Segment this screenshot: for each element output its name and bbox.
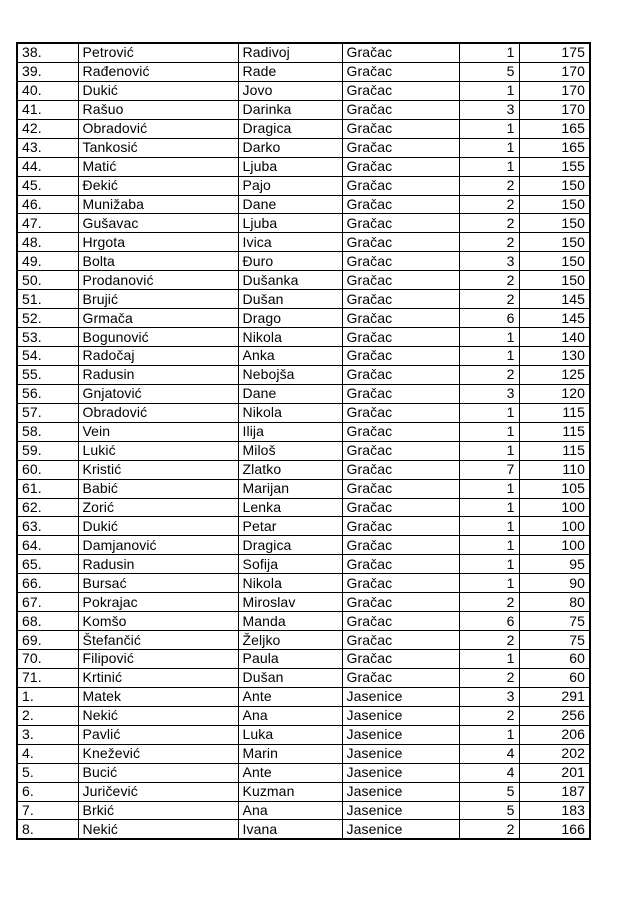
- cell-count: 5: [459, 782, 519, 801]
- cell-firstname: Ljuba: [238, 214, 342, 233]
- cell-value: 115: [519, 403, 590, 422]
- cell-value: 145: [519, 290, 590, 309]
- cell-rownum: 71.: [17, 668, 78, 687]
- table-row: [17, 498, 590, 517]
- cell-place: Gračac: [342, 176, 459, 195]
- cell-surname: Brujić: [78, 290, 238, 309]
- cell-value: 90: [519, 574, 590, 593]
- cell-count: 3: [459, 100, 519, 119]
- cell-firstname: Miloš: [238, 441, 342, 460]
- cell-place: Gračac: [342, 271, 459, 290]
- cell-rownum: 66.: [17, 574, 78, 593]
- cell-place: Gračac: [342, 612, 459, 631]
- cell-firstname: Ante: [238, 687, 342, 706]
- cell-place: Gračac: [342, 81, 459, 100]
- cell-firstname: Đuro: [238, 252, 342, 271]
- cell-rownum: 67.: [17, 593, 78, 612]
- cell-count: 2: [459, 706, 519, 725]
- cell-firstname: Paula: [238, 650, 342, 669]
- cell-count: 1: [459, 347, 519, 366]
- cell-surname: Nekić: [78, 820, 238, 839]
- cell-count: 2: [459, 290, 519, 309]
- cell-value: 170: [519, 62, 590, 81]
- cell-firstname: Darinka: [238, 100, 342, 119]
- cell-rownum: 68.: [17, 612, 78, 631]
- cell-rownum: 7.: [17, 801, 78, 820]
- table-row: [17, 706, 590, 725]
- cell-place: Jasenice: [342, 725, 459, 744]
- table-row: [17, 81, 590, 100]
- cell-rownum: 3.: [17, 725, 78, 744]
- cell-firstname: Željko: [238, 631, 342, 650]
- cell-place: Jasenice: [342, 763, 459, 782]
- cell-count: 2: [459, 176, 519, 195]
- cell-firstname: Dušan: [238, 668, 342, 687]
- cell-rownum: 61.: [17, 479, 78, 498]
- table-row: [17, 782, 590, 801]
- cell-place: Jasenice: [342, 820, 459, 839]
- cell-rownum: 4.: [17, 744, 78, 763]
- cell-place: Gračac: [342, 252, 459, 271]
- cell-count: 6: [459, 612, 519, 631]
- cell-firstname: Nikola: [238, 403, 342, 422]
- cell-firstname: Ilija: [238, 422, 342, 441]
- cell-count: 2: [459, 820, 519, 839]
- table-row: [17, 233, 590, 252]
- cell-count: 5: [459, 62, 519, 81]
- cell-surname: Prodanović: [78, 271, 238, 290]
- cell-rownum: 53.: [17, 328, 78, 347]
- cell-value: 150: [519, 271, 590, 290]
- table-row: [17, 365, 590, 384]
- cell-count: 1: [459, 650, 519, 669]
- cell-count: 1: [459, 725, 519, 744]
- cell-count: 1: [459, 119, 519, 138]
- cell-value: 291: [519, 687, 590, 706]
- cell-surname: Dukić: [78, 81, 238, 100]
- table-row: [17, 328, 590, 347]
- cell-place: Jasenice: [342, 687, 459, 706]
- cell-place: Gračac: [342, 309, 459, 328]
- cell-count: 1: [459, 517, 519, 536]
- cell-place: Gračac: [342, 384, 459, 403]
- cell-value: 95: [519, 555, 590, 574]
- cell-place: Gračac: [342, 233, 459, 252]
- cell-surname: Bolta: [78, 252, 238, 271]
- cell-count: 1: [459, 498, 519, 517]
- cell-rownum: 1.: [17, 687, 78, 706]
- cell-firstname: Marin: [238, 744, 342, 763]
- cell-firstname: Zlatko: [238, 460, 342, 479]
- cell-surname: Knežević: [78, 744, 238, 763]
- cell-surname: Pavlić: [78, 725, 238, 744]
- cell-value: 183: [519, 801, 590, 820]
- table-row: [17, 801, 590, 820]
- cell-count: 7: [459, 460, 519, 479]
- cell-count: 1: [459, 403, 519, 422]
- cell-surname: Nekić: [78, 706, 238, 725]
- cell-place: Gračac: [342, 517, 459, 536]
- cell-value: 105: [519, 479, 590, 498]
- cell-place: Gračac: [342, 290, 459, 309]
- cell-rownum: 45.: [17, 176, 78, 195]
- cell-value: 165: [519, 119, 590, 138]
- cell-place: Gračac: [342, 214, 459, 233]
- cell-count: 4: [459, 744, 519, 763]
- cell-rownum: 5.: [17, 763, 78, 782]
- table-row: [17, 271, 590, 290]
- cell-rownum: 64.: [17, 536, 78, 555]
- table-row: [17, 650, 590, 669]
- cell-surname: Radočaj: [78, 347, 238, 366]
- cell-firstname: Manda: [238, 612, 342, 631]
- table-row: [17, 62, 590, 81]
- table-row: [17, 668, 590, 687]
- table-row: [17, 157, 590, 176]
- table-row: [17, 763, 590, 782]
- cell-firstname: Lenka: [238, 498, 342, 517]
- cell-count: 1: [459, 157, 519, 176]
- cell-firstname: Kuzman: [238, 782, 342, 801]
- cell-place: Jasenice: [342, 744, 459, 763]
- roster-table-body: [17, 43, 590, 839]
- cell-surname: Bucić: [78, 763, 238, 782]
- cell-rownum: 59.: [17, 441, 78, 460]
- cell-surname: Munižaba: [78, 195, 238, 214]
- table-row: [17, 290, 590, 309]
- cell-value: 60: [519, 650, 590, 669]
- cell-firstname: Ljuba: [238, 157, 342, 176]
- table-row: [17, 441, 590, 460]
- cell-place: Gračac: [342, 555, 459, 574]
- table-row: [17, 593, 590, 612]
- table-row: [17, 347, 590, 366]
- table-row: [17, 687, 590, 706]
- cell-surname: Matek: [78, 687, 238, 706]
- cell-count: 3: [459, 252, 519, 271]
- cell-place: Gračac: [342, 668, 459, 687]
- cell-count: 2: [459, 668, 519, 687]
- table-row: [17, 460, 590, 479]
- cell-count: 1: [459, 479, 519, 498]
- cell-value: 100: [519, 498, 590, 517]
- cell-firstname: Dušan: [238, 290, 342, 309]
- cell-rownum: 50.: [17, 271, 78, 290]
- cell-place: Gračac: [342, 479, 459, 498]
- cell-rownum: 48.: [17, 233, 78, 252]
- cell-value: 140: [519, 328, 590, 347]
- cell-value: 60: [519, 668, 590, 687]
- cell-firstname: Marijan: [238, 479, 342, 498]
- cell-count: 1: [459, 536, 519, 555]
- cell-firstname: Ana: [238, 801, 342, 820]
- cell-firstname: Dušanka: [238, 271, 342, 290]
- cell-rownum: 60.: [17, 460, 78, 479]
- cell-firstname: Ana: [238, 706, 342, 725]
- cell-surname: Đekić: [78, 176, 238, 195]
- cell-value: 170: [519, 100, 590, 119]
- cell-place: Gračac: [342, 347, 459, 366]
- cell-firstname: Pajo: [238, 176, 342, 195]
- cell-place: Gračac: [342, 43, 459, 62]
- cell-place: Gračac: [342, 650, 459, 669]
- cell-count: 1: [459, 555, 519, 574]
- cell-firstname: Dragica: [238, 536, 342, 555]
- cell-rownum: 46.: [17, 195, 78, 214]
- cell-count: 6: [459, 309, 519, 328]
- cell-rownum: 41.: [17, 100, 78, 119]
- cell-place: Gračac: [342, 498, 459, 517]
- cell-surname: Damjanović: [78, 536, 238, 555]
- cell-firstname: Nebojša: [238, 365, 342, 384]
- cell-value: 165: [519, 138, 590, 157]
- cell-surname: Vein: [78, 422, 238, 441]
- cell-surname: Bogunović: [78, 328, 238, 347]
- roster-table: [16, 42, 591, 840]
- cell-rownum: 65.: [17, 555, 78, 574]
- cell-value: 80: [519, 593, 590, 612]
- table-row: [17, 309, 590, 328]
- cell-surname: Hrgota: [78, 233, 238, 252]
- cell-value: 150: [519, 176, 590, 195]
- cell-value: 202: [519, 744, 590, 763]
- cell-rownum: 54.: [17, 347, 78, 366]
- cell-value: 130: [519, 347, 590, 366]
- cell-surname: Rašuo: [78, 100, 238, 119]
- table-row: [17, 100, 590, 119]
- cell-firstname: Radivoj: [238, 43, 342, 62]
- cell-value: 206: [519, 725, 590, 744]
- cell-surname: Obradović: [78, 403, 238, 422]
- cell-surname: Bursać: [78, 574, 238, 593]
- cell-rownum: 52.: [17, 309, 78, 328]
- cell-value: 150: [519, 195, 590, 214]
- cell-rownum: 6.: [17, 782, 78, 801]
- cell-place: Gračac: [342, 574, 459, 593]
- cell-place: Jasenice: [342, 801, 459, 820]
- cell-place: Gračac: [342, 403, 459, 422]
- cell-surname: Filipović: [78, 650, 238, 669]
- cell-count: 1: [459, 574, 519, 593]
- cell-surname: Zorić: [78, 498, 238, 517]
- cell-place: Gračac: [342, 365, 459, 384]
- cell-surname: Juričević: [78, 782, 238, 801]
- cell-rownum: 47.: [17, 214, 78, 233]
- cell-surname: Pokrajac: [78, 593, 238, 612]
- cell-rownum: 63.: [17, 517, 78, 536]
- cell-firstname: Dane: [238, 384, 342, 403]
- cell-value: 150: [519, 214, 590, 233]
- cell-count: 1: [459, 441, 519, 460]
- cell-firstname: Ivana: [238, 820, 342, 839]
- cell-rownum: 8.: [17, 820, 78, 839]
- cell-place: Gračac: [342, 138, 459, 157]
- cell-value: 175: [519, 43, 590, 62]
- cell-rownum: 39.: [17, 62, 78, 81]
- cell-count: 2: [459, 593, 519, 612]
- cell-value: 145: [519, 309, 590, 328]
- cell-count: 1: [459, 81, 519, 100]
- cell-place: Gračac: [342, 593, 459, 612]
- cell-value: 155: [519, 157, 590, 176]
- table-row: [17, 384, 590, 403]
- cell-place: Gračac: [342, 631, 459, 650]
- cell-place: Gračac: [342, 62, 459, 81]
- cell-rownum: 44.: [17, 157, 78, 176]
- cell-firstname: Petar: [238, 517, 342, 536]
- table-row: [17, 252, 590, 271]
- cell-surname: Rađenović: [78, 62, 238, 81]
- cell-count: 2: [459, 233, 519, 252]
- cell-place: Gračac: [342, 119, 459, 138]
- cell-rownum: 42.: [17, 119, 78, 138]
- cell-rownum: 43.: [17, 138, 78, 157]
- table-row: [17, 574, 590, 593]
- cell-count: 1: [459, 43, 519, 62]
- table-row: [17, 422, 590, 441]
- table-row: [17, 725, 590, 744]
- cell-value: 187: [519, 782, 590, 801]
- cell-rownum: 69.: [17, 631, 78, 650]
- cell-firstname: Ivica: [238, 233, 342, 252]
- cell-firstname: Dane: [238, 195, 342, 214]
- table-row: [17, 536, 590, 555]
- cell-surname: Obradović: [78, 119, 238, 138]
- cell-place: Gračac: [342, 441, 459, 460]
- cell-firstname: Miroslav: [238, 593, 342, 612]
- cell-surname: Tankosić: [78, 138, 238, 157]
- cell-surname: Radusin: [78, 555, 238, 574]
- cell-surname: Komšo: [78, 612, 238, 631]
- cell-value: 75: [519, 612, 590, 631]
- cell-value: 100: [519, 536, 590, 555]
- cell-value: 150: [519, 233, 590, 252]
- cell-count: 2: [459, 195, 519, 214]
- cell-rownum: 56.: [17, 384, 78, 403]
- cell-surname: Radusin: [78, 365, 238, 384]
- cell-rownum: 58.: [17, 422, 78, 441]
- cell-rownum: 62.: [17, 498, 78, 517]
- cell-rownum: 57.: [17, 403, 78, 422]
- cell-firstname: Jovo: [238, 81, 342, 100]
- cell-value: 120: [519, 384, 590, 403]
- cell-rownum: 70.: [17, 650, 78, 669]
- cell-count: 2: [459, 214, 519, 233]
- cell-value: 170: [519, 81, 590, 100]
- cell-count: 2: [459, 631, 519, 650]
- cell-rownum: 51.: [17, 290, 78, 309]
- cell-surname: Brkić: [78, 801, 238, 820]
- cell-rownum: 49.: [17, 252, 78, 271]
- cell-surname: Dukić: [78, 517, 238, 536]
- cell-surname: Petrović: [78, 43, 238, 62]
- cell-value: 256: [519, 706, 590, 725]
- table-row: [17, 517, 590, 536]
- cell-firstname: Dragica: [238, 119, 342, 138]
- cell-rownum: 2.: [17, 706, 78, 725]
- cell-firstname: Darko: [238, 138, 342, 157]
- cell-firstname: Anka: [238, 347, 342, 366]
- cell-count: 3: [459, 384, 519, 403]
- table-row: [17, 119, 590, 138]
- cell-place: Gračac: [342, 536, 459, 555]
- cell-value: 75: [519, 631, 590, 650]
- cell-place: Jasenice: [342, 706, 459, 725]
- cell-count: 4: [459, 763, 519, 782]
- cell-value: 125: [519, 365, 590, 384]
- cell-surname: Babić: [78, 479, 238, 498]
- cell-count: 2: [459, 365, 519, 384]
- cell-surname: Gušavac: [78, 214, 238, 233]
- table-row: [17, 612, 590, 631]
- table-row: [17, 195, 590, 214]
- cell-value: 100: [519, 517, 590, 536]
- cell-firstname: Sofija: [238, 555, 342, 574]
- cell-firstname: Rade: [238, 62, 342, 81]
- cell-firstname: Ante: [238, 763, 342, 782]
- cell-surname: Gnjatović: [78, 384, 238, 403]
- cell-place: Gračac: [342, 328, 459, 347]
- cell-rownum: 55.: [17, 365, 78, 384]
- table-row: [17, 43, 590, 62]
- table-row: [17, 403, 590, 422]
- table-row: [17, 176, 590, 195]
- cell-surname: Lukić: [78, 441, 238, 460]
- table-row: [17, 214, 590, 233]
- cell-value: 115: [519, 422, 590, 441]
- cell-place: Jasenice: [342, 782, 459, 801]
- cell-value: 201: [519, 763, 590, 782]
- cell-firstname: Luka: [238, 725, 342, 744]
- cell-place: Gračac: [342, 157, 459, 176]
- cell-value: 166: [519, 820, 590, 839]
- cell-count: 5: [459, 801, 519, 820]
- cell-value: 110: [519, 460, 590, 479]
- cell-rownum: 40.: [17, 81, 78, 100]
- table-row: [17, 744, 590, 763]
- cell-surname: Kristić: [78, 460, 238, 479]
- cell-firstname: Drago: [238, 309, 342, 328]
- cell-count: 1: [459, 138, 519, 157]
- cell-place: Gračac: [342, 422, 459, 441]
- cell-surname: Krtinić: [78, 668, 238, 687]
- cell-firstname: Nikola: [238, 328, 342, 347]
- cell-count: 1: [459, 328, 519, 347]
- cell-place: Gračac: [342, 100, 459, 119]
- cell-place: Gračac: [342, 460, 459, 479]
- cell-count: 1: [459, 422, 519, 441]
- cell-surname: Grmača: [78, 309, 238, 328]
- cell-place: Gračac: [342, 195, 459, 214]
- table-row: [17, 479, 590, 498]
- cell-value: 150: [519, 252, 590, 271]
- cell-value: 115: [519, 441, 590, 460]
- table-row: [17, 631, 590, 650]
- table-row: [17, 555, 590, 574]
- cell-surname: Štefančić: [78, 631, 238, 650]
- cell-count: 3: [459, 687, 519, 706]
- cell-rownum: 38.: [17, 43, 78, 62]
- table-row: [17, 820, 590, 839]
- cell-count: 2: [459, 271, 519, 290]
- table-row: [17, 138, 590, 157]
- cell-surname: Matić: [78, 157, 238, 176]
- cell-firstname: Nikola: [238, 574, 342, 593]
